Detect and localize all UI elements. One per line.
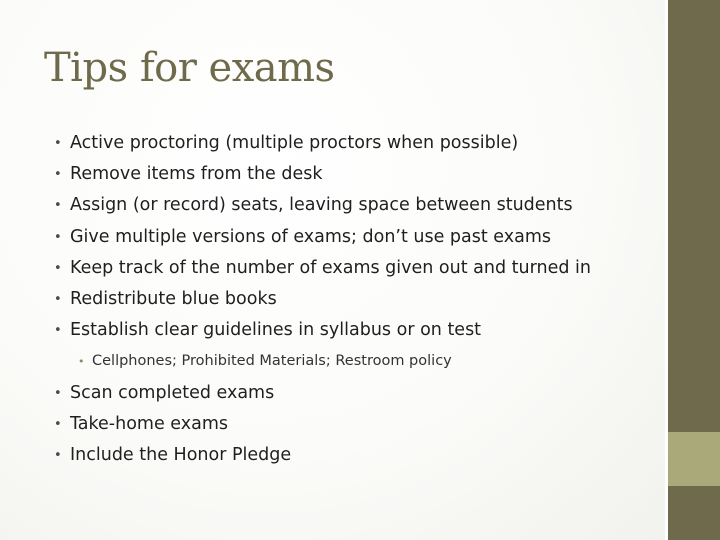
- bullet-icon: •: [54, 448, 62, 464]
- bullet-icon: •: [54, 260, 62, 276]
- bullet-icon: •: [54, 136, 62, 151]
- bullet-text: Include the Honor Pledge: [70, 445, 292, 466]
- bullet-text: Assign (or record) seats, leaving space between students: [70, 195, 573, 216]
- bullet-text: Give multiple versions of exams; don’t use past exams: [70, 226, 552, 247]
- bullet-text: Active proctoring (multiple proctors when possible): [70, 133, 519, 153]
- bullet-icon: •: [54, 198, 62, 214]
- bullet-icon: •: [54, 416, 62, 432]
- bullet-text: Remove items from the desk: [70, 164, 323, 185]
- bullet-list: [44, 128, 591, 471]
- sub-bullet-item: [44, 346, 591, 377]
- bullet-icon: •: [54, 229, 62, 245]
- bullet-item: [44, 378, 591, 409]
- bullet-icon: •: [54, 323, 62, 339]
- bullet-item: [44, 253, 591, 284]
- sidebar-accent-block: [668, 432, 720, 486]
- sub-bullet-text: Cellphones; Prohibited Materials; Restroom policy: [92, 353, 452, 370]
- bullet-item: [44, 440, 591, 471]
- bullet-item: [44, 315, 591, 346]
- bullet-item: [44, 284, 591, 315]
- bullet-icon: •: [54, 167, 62, 183]
- bullet-item: [44, 159, 591, 190]
- bullet-text: Take-home exams: [70, 413, 228, 434]
- bullet-icon: •: [54, 385, 62, 401]
- sub-bullet-icon: •: [78, 355, 85, 369]
- slide-title: Tips for exams: [44, 45, 335, 91]
- bullet-icon: •: [54, 292, 62, 308]
- bullet-text: Keep track of the number of exams given out and turned in: [70, 257, 591, 278]
- bullet-item: [44, 409, 591, 440]
- bullet-text: Scan completed exams: [70, 382, 275, 403]
- bullet-item: [44, 190, 591, 221]
- bullet-text: Redistribute blue books: [70, 289, 277, 310]
- bullet-item: [44, 222, 591, 253]
- bullet-text: Establish clear guidelines in syllabus or on test: [70, 320, 482, 341]
- bullet-item: [44, 128, 591, 159]
